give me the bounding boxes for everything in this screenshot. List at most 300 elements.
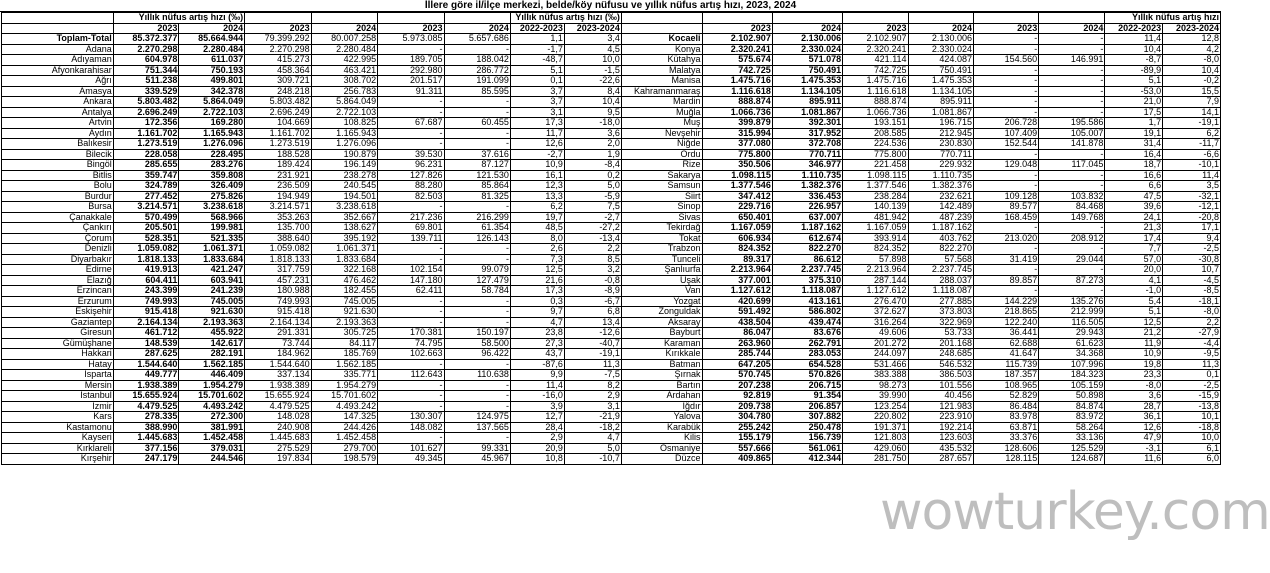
province-name: Adana [2, 44, 114, 55]
table-cell: - [1039, 265, 1105, 276]
table-cell: 304.780 [702, 412, 772, 423]
province-name: Hatay [2, 359, 114, 370]
header-year: 2023 [113, 23, 179, 34]
table-cell: 67.687 [378, 118, 444, 129]
table-cell: 172.356 [113, 118, 179, 129]
table-cell: 99.079 [444, 265, 510, 276]
table-cell: 74.795 [378, 338, 444, 349]
table-cell: -9,5 [1163, 349, 1221, 360]
table-cell: 244.426 [311, 422, 378, 433]
table-cell: 87.273 [1039, 275, 1105, 286]
table-cell: 647.205 [702, 359, 772, 370]
table-cell: 149.768 [1039, 212, 1105, 223]
table-cell: 139.711 [378, 233, 444, 244]
province-name: Toplam-Total [2, 34, 114, 45]
table-cell: 101.627 [378, 443, 444, 454]
table-cell: 2.330.024 [772, 44, 842, 55]
table-cell: -18,8 [1163, 422, 1221, 433]
table-cell: -2,5 [1163, 244, 1221, 255]
table-cell: 109.128 [973, 191, 1038, 202]
table-row [2, 191, 1221, 202]
table-cell: 147.325 [311, 412, 378, 423]
header-row-2 [2, 23, 1221, 34]
province-name: Niğde [621, 139, 702, 150]
table-cell: 4,7 [510, 317, 564, 328]
table-cell: -18,1 [1163, 296, 1221, 307]
table-cell: 48,5 [510, 223, 564, 234]
table-cell: 1.562.185 [179, 359, 245, 370]
table-cell: 8,5 [564, 254, 621, 265]
table-cell: 105.007 [1039, 128, 1105, 139]
table-cell: 824.352 [843, 244, 908, 255]
table-cell: 21,3 [1105, 223, 1163, 234]
province-name: Manisa [621, 76, 702, 87]
table-cell: 147.180 [378, 275, 444, 286]
province-name: Adıyaman [2, 55, 114, 66]
table-cell: 446.409 [179, 370, 245, 381]
table-cell: 7,7 [1105, 244, 1163, 255]
province-name: Ağrı [2, 76, 114, 87]
table-cell: 359.808 [179, 170, 245, 181]
table-cell: - [444, 254, 510, 265]
table-cell: 309.721 [245, 76, 312, 87]
table-cell: 3.238.618 [179, 202, 245, 213]
table-cell: 750.491 [908, 65, 973, 76]
table-cell: 89.577 [973, 202, 1038, 213]
table-cell: 511.238 [113, 76, 179, 87]
table-cell: 2.270.298 [245, 44, 312, 55]
table-cell: 395.192 [311, 233, 378, 244]
watermark: wowturkey.com [880, 482, 1270, 542]
table-cell: 1.938.389 [113, 380, 179, 391]
table-cell: 19,1 [1105, 128, 1163, 139]
table-cell: 128.115 [973, 454, 1038, 465]
province-name: Kayseri [2, 433, 114, 444]
table-row [2, 44, 1221, 55]
table-cell: 3,7 [510, 97, 564, 108]
table-row [2, 55, 1221, 66]
table-cell: 1.544.640 [113, 359, 179, 370]
table-cell: -19,1 [564, 349, 621, 360]
table-cell: 115.739 [973, 359, 1038, 370]
table-cell: 236.509 [245, 181, 312, 192]
table-cell: 218.865 [973, 307, 1038, 318]
table-cell: 229.932 [908, 160, 973, 171]
table-cell: 1.059.082 [245, 244, 312, 255]
table-cell: 5.657.686 [444, 34, 510, 45]
table-cell: 33.136 [1039, 433, 1105, 444]
province-name: Erzincan [2, 286, 114, 297]
table-cell: 206.715 [772, 380, 842, 391]
table-cell: - [378, 97, 444, 108]
header-year: 2023 [702, 23, 772, 34]
page-title: İllere göre il/ilçe merkezi, belde/köy nüfusu ve yıllık nüfus artış hızı, 2023, 2024 [0, 0, 1221, 12]
table-cell: 11,6 [1105, 454, 1163, 465]
table-cell: 1.382.376 [772, 181, 842, 192]
table-cell: 412.344 [772, 454, 842, 465]
table-row [2, 307, 1221, 318]
table-cell: 5,1 [510, 65, 564, 76]
table-cell: 96.422 [444, 349, 510, 360]
table-cell: 17,3 [510, 286, 564, 297]
province-name: Ardahan [621, 391, 702, 402]
table-cell: 317.759 [245, 265, 312, 276]
table-cell: 1.382.376 [908, 181, 973, 192]
table-row [2, 275, 1221, 286]
header-year: 2023 [378, 23, 444, 34]
table-cell: 5.803.482 [113, 97, 179, 108]
table-cell: 29.943 [1039, 328, 1105, 339]
table-cell: 285.655 [113, 160, 179, 171]
table-row [2, 254, 1221, 265]
table-cell: 27,3 [510, 338, 564, 349]
province-name: Ankara [2, 97, 114, 108]
table-cell: 125.529 [1039, 443, 1105, 454]
table-cell: 150.197 [444, 328, 510, 339]
table-cell: -22,6 [564, 76, 621, 87]
table-cell: 282.191 [179, 349, 245, 360]
table-cell: 372.627 [843, 307, 908, 318]
table-cell: -3,1 [1105, 443, 1163, 454]
table-cell: 209.738 [702, 401, 772, 412]
table-cell: 895.911 [772, 97, 842, 108]
table-cell: - [1039, 44, 1105, 55]
province-name: Düzce [621, 454, 702, 465]
table-cell: 288.037 [908, 275, 973, 286]
table-cell: - [444, 202, 510, 213]
table-cell: -0,2 [1163, 76, 1221, 87]
table-cell: 217.236 [378, 212, 444, 223]
table-cell: 1.445.683 [245, 433, 312, 444]
province-name: Sakarya [621, 170, 702, 181]
table-cell: -18,0 [564, 118, 621, 129]
table-cell: 108.825 [311, 118, 378, 129]
header-year: 2023 [843, 23, 908, 34]
table-cell: 221.458 [843, 160, 908, 171]
province-name: Kırklareli [2, 443, 114, 454]
table-cell: 359.747 [113, 170, 179, 181]
table-cell: 742.725 [843, 65, 908, 76]
table-cell: 99.331 [444, 443, 510, 454]
table-cell: 231.921 [245, 170, 312, 181]
table-cell: 193.151 [843, 118, 908, 129]
table-cell: 292.980 [378, 65, 444, 76]
province-name: Gaziantep [2, 317, 114, 328]
table-cell: 3.238.618 [311, 202, 378, 213]
table-cell: 2.213.964 [702, 265, 772, 276]
table-cell: 1.187.162 [772, 223, 842, 234]
table-cell: 140.139 [843, 202, 908, 213]
table-cell: 1,1 [510, 34, 564, 45]
table-cell: - [378, 307, 444, 318]
table-cell: 487.239 [908, 212, 973, 223]
table-cell: 57,0 [1105, 254, 1163, 265]
table-cell: 127.826 [378, 170, 444, 181]
table-cell: 83.978 [973, 412, 1038, 423]
table-cell: - [1039, 244, 1105, 255]
table-row [2, 139, 1221, 150]
table-cell: 98.273 [843, 380, 908, 391]
table-cell: 33.376 [973, 433, 1038, 444]
header-year: 2024 [1039, 23, 1105, 34]
table-cell: - [973, 107, 1038, 118]
province-name: Diyarbakır [2, 254, 114, 265]
province-name: Muş [621, 118, 702, 129]
table-cell: -10,1 [1163, 160, 1221, 171]
table-cell: 8,4 [564, 86, 621, 97]
table-cell: - [378, 401, 444, 412]
table-cell: 12,8 [1163, 34, 1221, 45]
table-cell: - [973, 97, 1038, 108]
table-cell: 373.803 [908, 307, 973, 318]
table-cell: - [444, 107, 510, 118]
table-cell: 531.466 [843, 359, 908, 370]
province-name: Çanakkale [2, 212, 114, 223]
table-row [2, 128, 1221, 139]
table-cell: - [378, 296, 444, 307]
table-cell: 1,7 [1105, 118, 1163, 129]
header-rate-mid: Yıllık nüfus artış hızı (‰) [510, 13, 621, 24]
table-cell: 63.871 [973, 422, 1038, 433]
table-cell: 9,9 [510, 370, 564, 381]
table-cell: - [1039, 223, 1105, 234]
table-cell: 18,7 [1105, 160, 1163, 171]
table-cell: 206.728 [973, 118, 1038, 129]
table-row [2, 223, 1221, 234]
table-row [2, 170, 1221, 181]
table-cell: 751.344 [113, 65, 179, 76]
table-cell: 86.484 [973, 401, 1038, 412]
table-cell: 393.914 [843, 233, 908, 244]
table-cell: 15.655.924 [245, 391, 312, 402]
table-cell: 285.744 [702, 349, 772, 360]
table-cell: 2.722.103 [311, 107, 378, 118]
table-cell: 23,3 [1105, 370, 1163, 381]
table-cell: 458.364 [245, 65, 312, 76]
table-cell: 749.993 [245, 296, 312, 307]
table-cell: 386.503 [908, 370, 973, 381]
table-cell: 52.829 [973, 391, 1038, 402]
table-cell: 1.544.640 [245, 359, 312, 370]
table-cell: 58.264 [1039, 422, 1105, 433]
table-cell: -6,6 [1163, 149, 1221, 160]
province-name: Elazığ [2, 275, 114, 286]
table-cell: -48,7 [510, 55, 564, 66]
table-row [2, 76, 1221, 87]
table-cell: 2.193.363 [179, 317, 245, 328]
table-cell: 188.528 [245, 149, 312, 160]
table-cell: 6,0 [1163, 454, 1221, 465]
table-cell: 1.161.702 [113, 128, 179, 139]
table-cell: 23,8 [510, 328, 564, 339]
table-cell: 1.081.867 [772, 107, 842, 118]
table-cell: 29.044 [1039, 254, 1105, 265]
table-cell: 107.996 [1039, 359, 1105, 370]
table-cell: 148.028 [245, 412, 312, 423]
table-cell: 194.501 [311, 191, 378, 202]
table-cell: -19,1 [1163, 118, 1221, 129]
table-cell: 105.159 [1039, 380, 1105, 391]
table-cell: -53,0 [1105, 86, 1163, 97]
table-cell: 15.701.602 [311, 391, 378, 402]
table-cell: 575.674 [702, 55, 772, 66]
table-cell: - [378, 254, 444, 265]
table-cell: 383.388 [843, 370, 908, 381]
table-cell: - [444, 317, 510, 328]
table-cell: 184.323 [1039, 370, 1105, 381]
table-cell: 248.685 [908, 349, 973, 360]
table-cell: 5.864.049 [311, 97, 378, 108]
table-cell: -1,0 [1105, 286, 1163, 297]
table-cell: 128.606 [973, 443, 1038, 454]
table-cell: 84.874 [1039, 401, 1105, 412]
province-name: Eskişehir [2, 307, 114, 318]
table-cell: 5.864.049 [179, 97, 245, 108]
table-cell: 277.452 [113, 191, 179, 202]
table-row [2, 317, 1221, 328]
table-cell: 591.492 [702, 307, 772, 318]
table-cell: 5,1 [1105, 307, 1163, 318]
table-cell: 10,0 [1163, 433, 1221, 444]
table-cell: 12,3 [510, 181, 564, 192]
table-cell: 11,4 [1105, 34, 1163, 45]
table-cell: 429.060 [843, 443, 908, 454]
table-cell: 180.988 [245, 286, 312, 297]
table-cell: 654.528 [772, 359, 842, 370]
table-cell: 888.874 [843, 97, 908, 108]
table-cell: 275.529 [245, 443, 312, 454]
header-rate-left: Yıllık nüfus artış hızı (‰) [113, 13, 244, 24]
province-name: Batman [621, 359, 702, 370]
table-cell: 2.193.363 [311, 317, 378, 328]
table-cell: 198.579 [311, 454, 378, 465]
table-cell: 824.352 [702, 244, 772, 255]
table-cell: - [444, 433, 510, 444]
table-cell: 347.412 [702, 191, 772, 202]
table-cell: - [1039, 97, 1105, 108]
table-cell: 603.941 [179, 275, 245, 286]
province-name: Kars [2, 412, 114, 423]
table-cell: 422.995 [311, 55, 378, 66]
table-row [2, 401, 1221, 412]
table-cell: 102.663 [378, 349, 444, 360]
province-name: Yalova [621, 412, 702, 423]
table-cell: 3,7 [510, 86, 564, 97]
province-name: Hakkari [2, 349, 114, 360]
table-cell: 17,1 [1163, 223, 1221, 234]
table-cell: 47,9 [1105, 433, 1163, 444]
province-name: İstanbul [2, 391, 114, 402]
table-cell: 135.276 [1039, 296, 1105, 307]
table-cell: - [444, 401, 510, 412]
table-cell: 216.299 [444, 212, 510, 223]
province-name: Kilis [621, 433, 702, 444]
table-cell: 286.772 [444, 65, 510, 76]
table-cell: 346.977 [772, 160, 842, 171]
table-cell: 16,6 [1105, 170, 1163, 181]
header-period: 2022-2023 [1105, 23, 1163, 34]
table-cell: 2,6 [510, 244, 564, 255]
table-cell: -27,9 [1163, 328, 1221, 339]
table-cell: -0,8 [564, 275, 621, 286]
province-name: Sinop [621, 202, 702, 213]
table-cell: 11,3 [564, 359, 621, 370]
table-row [2, 202, 1221, 213]
table-cell: 4.479.525 [113, 401, 179, 412]
table-cell: 144.229 [973, 296, 1038, 307]
table-cell: 4,1 [1105, 275, 1163, 286]
table-cell: -8,7 [1105, 55, 1163, 66]
table-cell: 91.311 [378, 86, 444, 97]
table-cell: 1.127.612 [702, 286, 772, 297]
province-name: Isparta [2, 370, 114, 381]
table-cell: -6,7 [564, 296, 621, 307]
table-cell: 392.301 [772, 118, 842, 129]
table-cell: 3.214.571 [245, 202, 312, 213]
table-cell: 154.560 [973, 55, 1038, 66]
province-name: Bayburt [621, 328, 702, 339]
province-name: Aksaray [621, 317, 702, 328]
table-cell: 388.640 [245, 233, 312, 244]
table-cell: 19,7 [510, 212, 564, 223]
table-cell: 1.165.943 [311, 128, 378, 139]
table-cell: 2,2 [564, 244, 621, 255]
table-cell: 83.676 [772, 328, 842, 339]
table-cell: 117.045 [1039, 160, 1105, 171]
table-cell: 17,3 [510, 118, 564, 129]
province-name: Siirt [621, 191, 702, 202]
table-cell: 1.475.716 [843, 76, 908, 87]
table-cell: -4,5 [1163, 275, 1221, 286]
table-cell: 238.278 [311, 170, 378, 181]
table-cell: 915.418 [245, 307, 312, 318]
table-cell: 2.164.134 [245, 317, 312, 328]
table-cell: - [378, 202, 444, 213]
table-cell: 611.037 [179, 55, 245, 66]
table-cell: -1,5 [564, 65, 621, 76]
table-cell: 21,0 [1105, 97, 1163, 108]
province-name: Samsun [621, 181, 702, 192]
province-name: Balıkesir [2, 139, 114, 150]
province-name: Şanlıurfa [621, 265, 702, 276]
header-year: 2023 [973, 23, 1038, 34]
table-cell: 275.826 [179, 191, 245, 202]
table-row [2, 422, 1221, 433]
province-name: Yozgat [621, 296, 702, 307]
province-name: Rize [621, 160, 702, 171]
table-cell: - [973, 181, 1038, 192]
table-cell: 281.750 [843, 454, 908, 465]
table-cell: 73.744 [245, 338, 312, 349]
table-cell: 1.118.087 [908, 286, 973, 297]
table-cell: - [1039, 86, 1105, 97]
table-cell: 1.475.353 [908, 76, 973, 87]
table-cell: 62.411 [378, 286, 444, 297]
table-cell: 152.544 [973, 139, 1038, 150]
table-cell: 420.699 [702, 296, 772, 307]
table-cell: 770.711 [772, 149, 842, 160]
table-cell: 85.864 [444, 181, 510, 192]
table-cell: -8,0 [1163, 55, 1221, 66]
table-cell: 612.674 [772, 233, 842, 244]
table-cell: 457.231 [245, 275, 312, 286]
table-cell: 7,9 [1163, 97, 1221, 108]
table-cell: 342.378 [179, 86, 245, 97]
table-cell: 112.643 [378, 370, 444, 381]
table-cell: - [1039, 149, 1105, 160]
table-cell: 1.562.185 [311, 359, 378, 370]
table-cell: 3,6 [564, 128, 621, 139]
